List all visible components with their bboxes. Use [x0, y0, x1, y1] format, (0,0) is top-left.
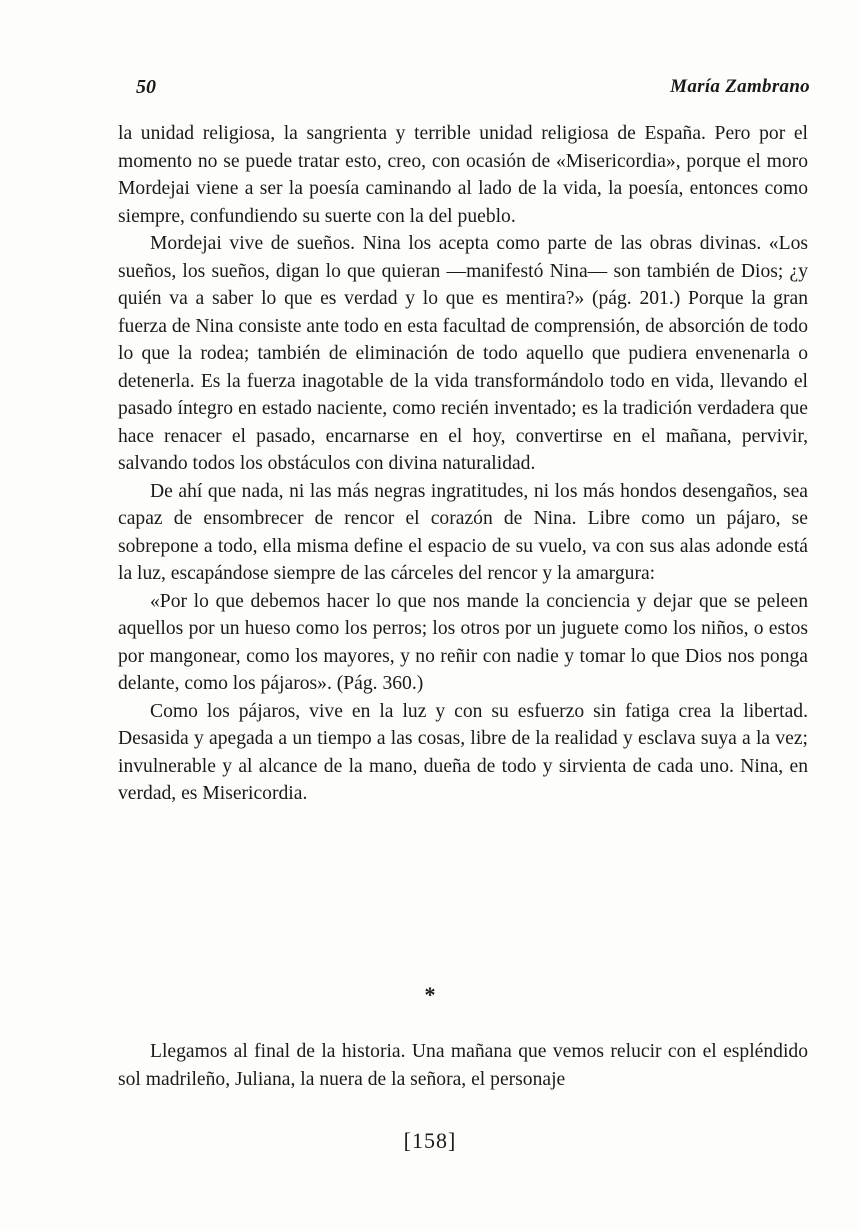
paragraph: Llegamos al final de la historia. Una mañana que vemos relucir con el espléndido sol madrileño, Juliana, la nuera de la señora, el personaje — [118, 1041, 808, 1090]
paragraph: Mordejai vive de sueños. Nina los acepta como parte de las obras divinas. «Los sueños, los sueños, digan lo que quieran —manifestó Nina— son también de Dios; ¿y quién va a saber lo que es verdad y lo que es mentira?» (pág. 201.) Porque la gran fuerza de Nina consiste ante todo en esta facultad de comprensión, de absorción de todo lo que la rodea; también de eliminación de todo aquello que pudiera envenenarla o detenerla. Es la fuerza inagotable de la vida transformándolo todo en vida, llevando el pasado íntegro en estado naciente, como recién inventado; es la tradición verdadera que hace renacer el pasado, encarnarse en el hoy, convertirse en el mañana, pervivir, salvando todos los obstáculos con divina naturalidad. — [118, 233, 808, 474]
paragraph: De ahí que nada, ni las más negras ingratitudes, ni los más hondos desengaños, sea capaz de ensombrecer de rencor el corazón de Nina. Libre como un pájaro, se sobrepone a todo, ella misma define el espacio de su vuelo, va con sus alas adonde está la luz, escapándose siempre de las cárceles del rencor y la amargura: — [118, 480, 808, 584]
section-separator: * — [424, 982, 436, 1007]
body-text — [118, 120, 808, 808]
quote-paragraph: «Por lo que debemos hacer lo que nos mande la conciencia y dejar que se peleen aquellos por un hueso como los perros; los otros por un juguete como los niños, o estos por mangonear, como los mayores, y no reñir con nadie y tomar lo que Dios nos ponga delante, como los pájaros». (Pág. 360.) — [118, 590, 808, 694]
running-title: María Zambrano — [670, 76, 810, 97]
final-section — [118, 1038, 808, 1093]
page-number: 50 — [136, 76, 156, 98]
page-header — [120, 76, 810, 102]
paragraph: Como los pájaros, vive en la luz y con su esfuerzo sin fatiga crea la libertad. Desasida y apegada a un tiempo a las cosas, libre de la realidad y esclava suya a la vez; invulnerable y al alcance de la mano, dueña de todo y sirvienta de cada uno. Nina, en verdad, es Misericordia. — [118, 700, 808, 804]
folio-number: [158] — [403, 1128, 457, 1153]
paragraph: la unidad religiosa, la sangrienta y terrible unidad religiosa de España. Pero por el momento no se puede tratar esto, creo, con ocasión de «Misericordia», porque el moro Mordejai viene a ser la poesía caminando al lado de la vida, la poesía, entonces como siempre, confundiendo su suerte con la del pueblo. — [118, 123, 808, 227]
